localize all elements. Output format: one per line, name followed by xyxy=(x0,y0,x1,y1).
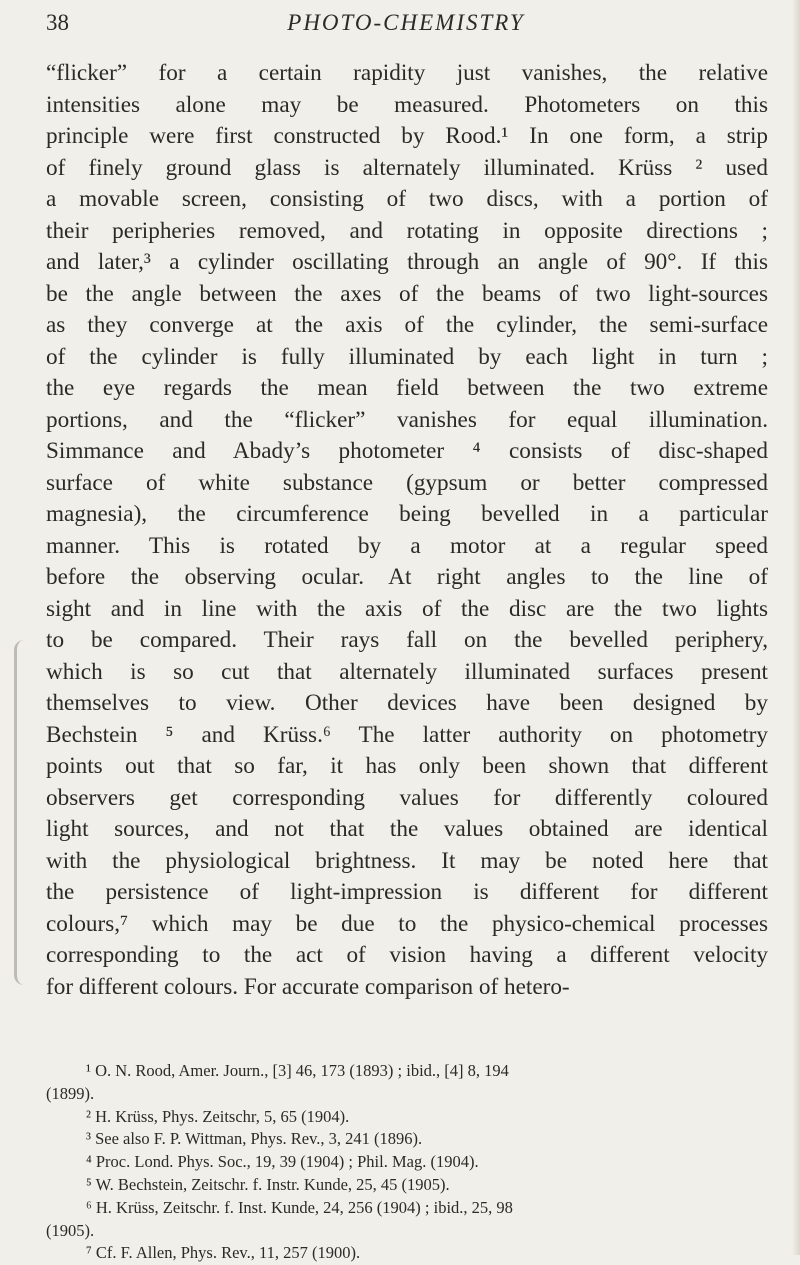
body-line: principle were first constructed by Rood.¹ In one form, a strip xyxy=(46,123,768,149)
body-line: with the physiological brightness. It may be noted here that xyxy=(46,847,768,874)
body-line: manner. This is rotated by a motor at a regular speed xyxy=(46,532,768,559)
page-edge-shadow xyxy=(792,0,800,1255)
footnote-4: ⁴ Proc. Lond. Phys. Soc., 19, 39 (1904) ; Phil. Mag. (1904). xyxy=(86,1152,479,1172)
running-head: PHOTO-CHEMISTRY xyxy=(287,10,525,35)
body-line: “flicker” for a certain rapidity just vanishes, the relative xyxy=(46,60,768,86)
body-line: of finely ground glass is alternately illuminated. Krüss ² used xyxy=(46,154,768,181)
body-text xyxy=(46,58,768,1003)
footnote-7: ⁷ Cf. F. Allen, Phys. Rev., 11, 257 (1900). xyxy=(86,1243,361,1263)
body-line: Simmance and Abady’s photometer ⁴ consists of disc-shaped xyxy=(46,438,768,464)
footnote-2: ² H. Krüss, Phys. Zeitschr, 5, 65 (1904). xyxy=(86,1106,350,1126)
body-line: sight and in line with the axis of the disc are the two lights xyxy=(46,595,768,622)
body-line: the persistence of light-impression is different for different xyxy=(46,879,768,905)
body-line: surface of white substance (gypsum or better compressed xyxy=(46,469,768,496)
body-line: light sources, and not that the values obtained are identical xyxy=(46,816,768,842)
body-line: of the cylinder is fully illuminated by each light in turn ; xyxy=(46,343,768,370)
body-line: which is so cut that alternately illuminated surfaces present xyxy=(46,658,768,685)
body-line: themselves to view. Other devices have been designed by xyxy=(46,690,768,716)
body-line: the eye regards the mean field between the two extreme xyxy=(46,375,768,401)
footnote-5: ⁵ W. Bechstein, Zeitschr. f. Instr. Kunde, 25, 45 (1905). xyxy=(86,1174,450,1194)
body-line: and later,³ a cylinder oscillating through an angle of 90°. If this xyxy=(46,249,768,275)
body-line: before the observing ocular. At right angles to the line of xyxy=(46,564,768,590)
footnote-6: ⁶ H. Krüss, Zeitschr. f. Inst. Kunde, 24, 256 (1904) ; ibid., 25, 98 xyxy=(86,1197,513,1217)
body-line: portions, and the “flicker” vanishes for equal illumination. xyxy=(46,406,768,433)
body-line: a movable screen, consisting of two discs, with a portion of xyxy=(46,186,768,212)
body-line: colours,⁷ which may be due to the physico-chemical processes xyxy=(46,910,768,937)
body-line: as they converge at the axis of the cylinder, the semi-surface xyxy=(46,312,768,338)
body-line: corresponding to the act of vision having a different velocity xyxy=(46,942,768,968)
body-line: to be compared. Their rays fall on the bevelled periphery, xyxy=(46,627,768,653)
body-line: for different colours. For accurate comparison of hetero- xyxy=(46,973,570,1000)
page-header xyxy=(46,10,766,50)
body-line: their peripheries removed, and rotating in opposite directions ; xyxy=(46,217,768,244)
footnote-1: ¹ O. N. Rood, Amer. Journ., [3] 46, 173 (1893) ; ibid., [4] 8, 194 xyxy=(86,1061,509,1080)
body-line: observers get corresponding values for differently coloured xyxy=(46,784,768,811)
footnote-6-continuation: (1905). xyxy=(46,1220,95,1240)
footnote-1-continuation: (1899). xyxy=(46,1083,95,1103)
margin-pencil-mark xyxy=(14,640,27,985)
footnote-3: ³ See also F. P. Wittman, Phys. Rev., 3, 241 (1896). xyxy=(86,1129,423,1149)
page-number: 38 xyxy=(46,10,69,35)
body-line: points out that so far, it has only been shown that different xyxy=(46,753,768,779)
body-line: intensities alone may be measured. Photometers on this xyxy=(46,91,768,118)
footnotes xyxy=(46,1060,768,1265)
body-line: magnesia), the circumference being bevelled in a particular xyxy=(46,501,768,527)
body-line: be the angle between the axes of the beams of two light-sources xyxy=(46,280,768,307)
body-line: Bechstein ⁵ and Krüss.⁶ The latter authority on photometry xyxy=(46,721,768,748)
